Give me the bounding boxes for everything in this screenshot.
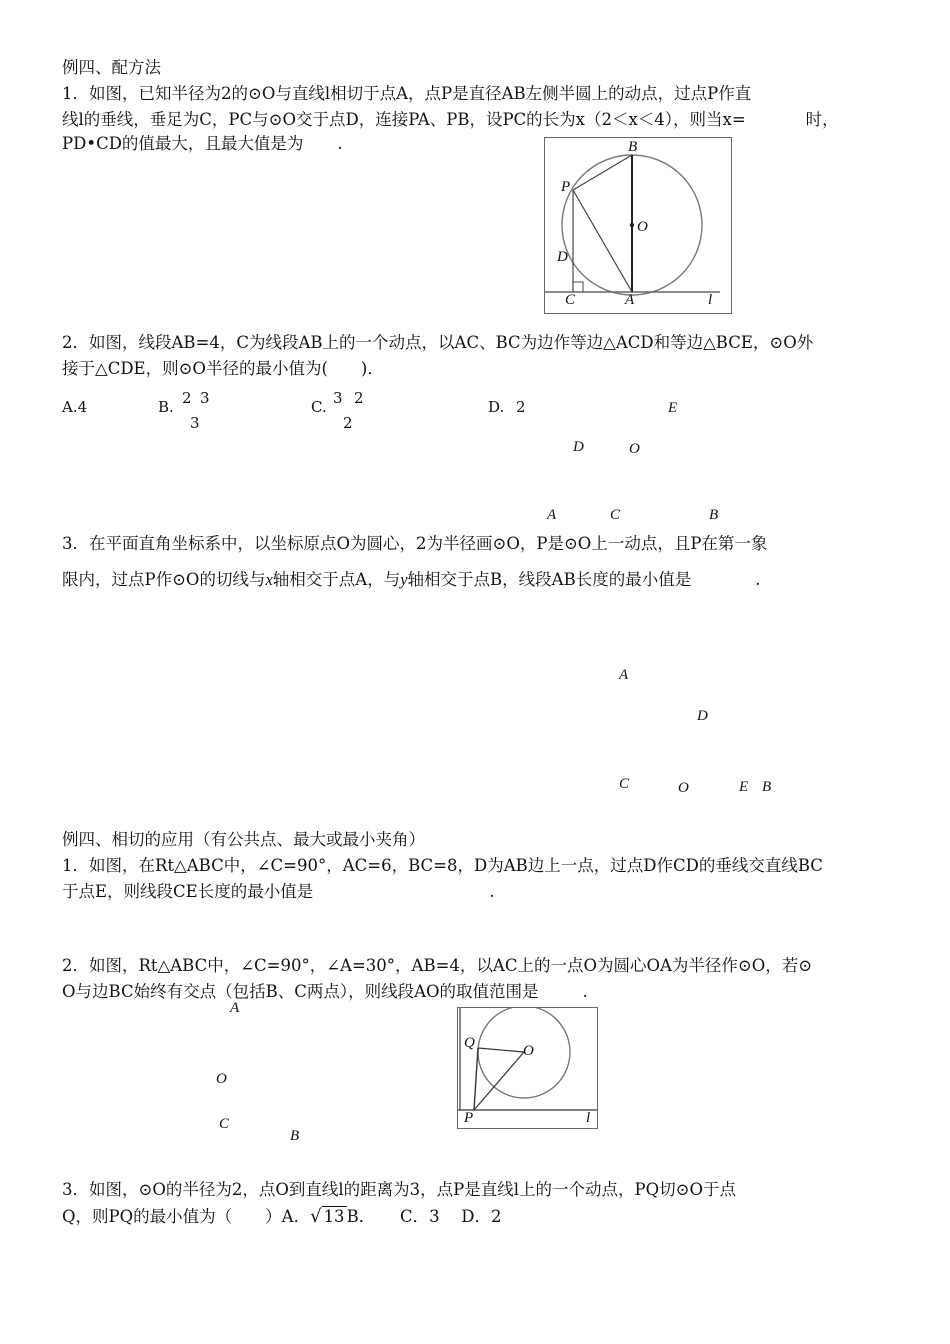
s2-problem1-line1: 1．如图，在Rt△ABC中，∠C=90°，AC=6，BC=8，D为AB边上一点，过点D作CD的垂线交直线BC [62, 856, 823, 875]
fig4-label-O: O [216, 1071, 227, 1087]
fig2-label-C: C [610, 507, 621, 523]
problem3-y-var: y [400, 570, 408, 589]
option-b-num2: 3 [200, 389, 210, 407]
s2-problem3-line2-text: Q，则PQ的最小值为（ ）A． [62, 1207, 311, 1226]
fig3-label-C: C [619, 776, 630, 792]
problem3-line2-text-a: 限内，过点P作⊙O的切线与 [62, 570, 266, 589]
fig5-label-l: l [586, 1110, 591, 1126]
problem1-line2 [62, 110, 839, 130]
problem3-line1: 3．在平面直角坐标系中，以坐标原点O为圆心，2为半径画⊙O，P是⊙O上一动点，且P在第一象 [62, 534, 768, 553]
fig1-label-A: A [625, 292, 635, 308]
problem1-line1: 1．如图，已知半径为2的⊙O与直线l相切于点A，点P是直径AB左侧半圆上的动点，过点P作直 [62, 84, 752, 103]
fig4-label-C: C [219, 1116, 230, 1132]
fig1-label-D: D [557, 249, 568, 265]
fig5-label-Q: Q [464, 1035, 475, 1051]
option-c-num2: 2 [354, 389, 364, 407]
option-b: B. [158, 398, 174, 416]
problem1-line3-end: . [337, 134, 343, 153]
option-b-num1: 2 [182, 389, 192, 407]
fig2-label-E: E [668, 400, 678, 416]
option-c-den: 2 [343, 414, 353, 432]
fig3-label-A: A [619, 667, 629, 683]
s2-problem3-line1: 3．如图，⊙O的半径为2，点O到直线l的距离为3，点P是直线l上的一个动点，PQ切⊙O于点 [62, 1180, 737, 1199]
fig5-label-O: O [523, 1043, 534, 1059]
s2-problem2-line2-text: O与边BC始终有交点（包括B、C两点），则线段AO的取值范围是 [62, 982, 539, 1001]
option-d-value: 2 [516, 398, 526, 416]
problem3-line2-text-c: 轴相交于点B，线段AB长度的最小值是 [407, 570, 692, 589]
fig3-label-D: D [697, 708, 708, 724]
problem1-line2-end: 时， [805, 110, 839, 129]
s2-problem1-line2-text: 于点E，则线段CE长度的最小值是 [62, 882, 314, 901]
problem3-line2-end: . [755, 570, 761, 589]
fig3-label-O: O [678, 780, 689, 796]
s2-problem2-line1: 2．如图，Rt△ABC中，∠C=90°，∠A=30°，AB=4，以AC上的一点O为圆心OA为半径作⊙O，若⊙ [62, 956, 813, 975]
problem3-line2-text-b: 轴相交于点A，与 [272, 570, 401, 589]
section1-title: 例四、配方法 [62, 58, 161, 77]
s2-problem1-line2-end: . [489, 882, 495, 901]
problem2-line2: 接于△CDE，则⊙O半径的最小值为( )． [62, 359, 384, 378]
s2-problem3-line2 [62, 1206, 502, 1227]
option-a: A.4 [62, 398, 88, 416]
figure5-drawing [458, 1008, 597, 1128]
fig1-label-P: P [561, 179, 571, 195]
problem1-line3-text: PD•CD的值最大，且最大值是为 [62, 134, 304, 153]
fig2-label-B: B [709, 507, 719, 523]
figure-tangent-line [457, 1007, 598, 1129]
problem1-line2-text: 线l的垂线，垂足为C，PC与⊙O交于点D，连接PA、PB，设PC的长为x（2＜x＜4），则当x= [62, 110, 746, 129]
s2-problem3-options: B． C．3 D．2 [346, 1207, 502, 1226]
sqrt-value: 13 [323, 1207, 345, 1226]
fig5-label-P: P [464, 1110, 474, 1126]
fig1-label-B: B [628, 139, 638, 155]
figure-circle-tangent [544, 137, 732, 314]
option-c: C. [311, 398, 327, 416]
fig3-label-E: E [739, 779, 749, 795]
fig4-label-B: B [290, 1128, 300, 1144]
fig2-label-O: O [629, 441, 640, 457]
option-b-den: 3 [190, 414, 200, 432]
fig2-label-A: A [547, 507, 557, 523]
option-c-num1: 3 [333, 389, 343, 407]
problem3-x-var: x [265, 570, 273, 589]
section2-title: 例四、相切的应用（有公共点、最大或最小夹角） [62, 830, 425, 849]
fig1-label-l: l [708, 292, 713, 308]
sqrt-icon: √ [310, 1206, 322, 1227]
fig3-label-B: B [762, 779, 772, 795]
option-d: D. [488, 398, 505, 416]
problem3-line2 [62, 570, 760, 590]
fig2-label-D: D [573, 439, 584, 455]
problem1-line3 [62, 134, 343, 154]
problem2-line1: 2．如图，线段AB=4，C为线段AB上的一个动点，以AC、BC为边作等边△ACD和等边△BCE，⊙O外 [62, 333, 814, 352]
s2-problem2-line2 [62, 982, 588, 1002]
fig4-label-A: A [230, 1000, 240, 1016]
s2-problem1-line2 [62, 882, 494, 902]
fig1-label-C: C [565, 292, 576, 308]
s2-problem2-line2-end: . [582, 982, 588, 1001]
fig1-label-O: O [637, 219, 648, 235]
